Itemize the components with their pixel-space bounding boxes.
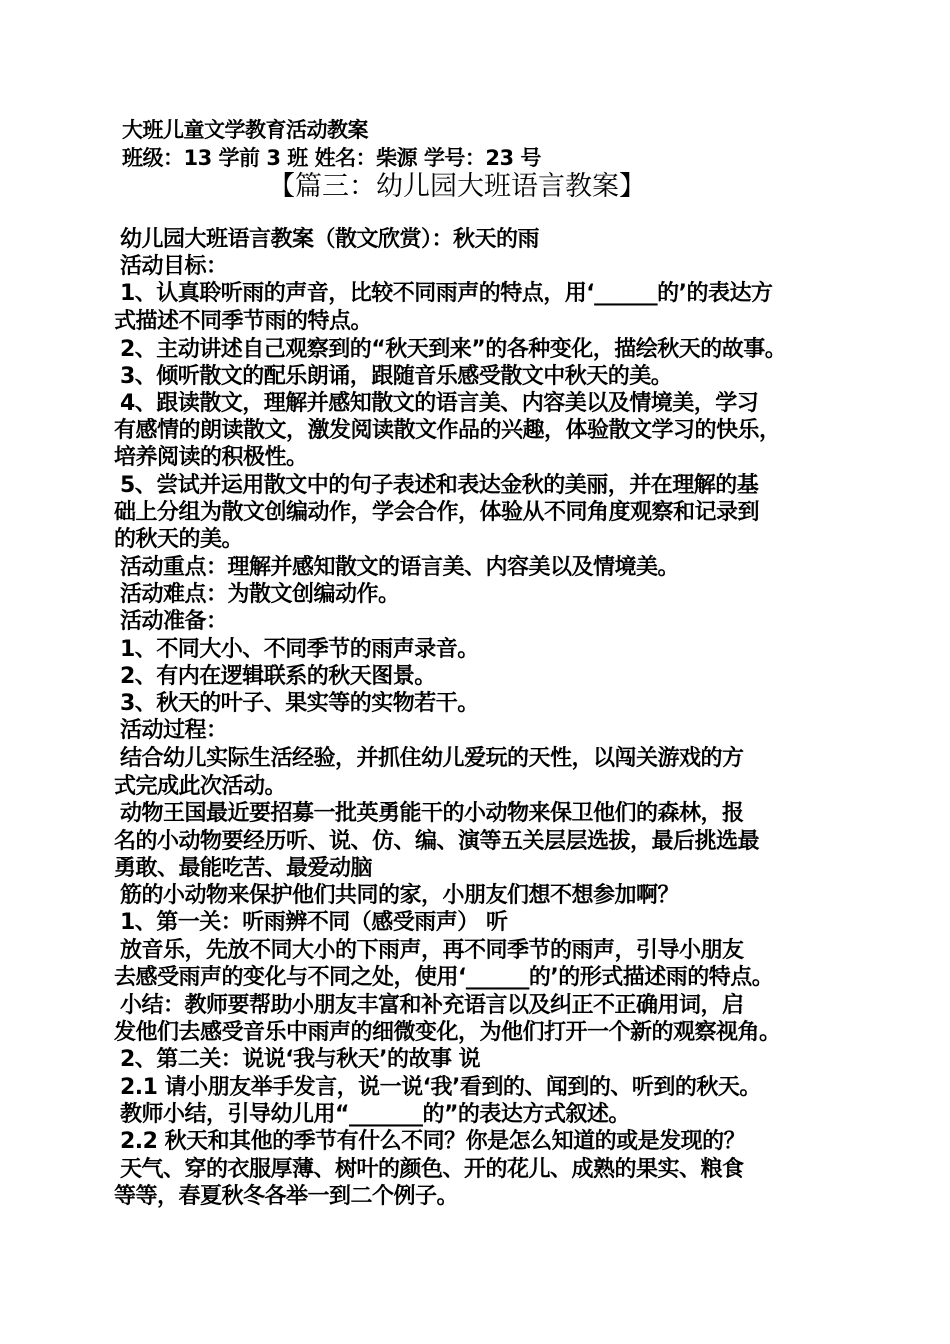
text-line: 发他们去感受音乐中雨声的细微变化，为他们打开一个新的观察视角。 [114, 1020, 781, 1045]
text-line: 幼儿园大班语言教案（散文欣赏）：秋天的雨 [120, 227, 540, 252]
text-line: 式完成此次活动。 [114, 774, 287, 799]
text-line: 结合幼儿实际生活经验，并抓住幼儿爱玩的天性，以闯关游戏的方 [120, 746, 744, 771]
text-line: 活动目标： [120, 254, 228, 279]
text-line: 活动过程： [120, 718, 228, 743]
text-line: 2.2 秋天和其他的季节有什么不同？你是怎么知道的或是发现的？ [120, 1129, 746, 1154]
text-line: 名的小动物要经历听、说、仿、编、演等五关层层选拔，最后挑选最 [114, 829, 760, 854]
text-line: 式描述不同季节雨的特点。 [114, 309, 373, 334]
document-title: 大班儿童文学教育活动教案 [122, 118, 368, 142]
text-line: 活动重点：理解并感知散文的语言美、内容美以及情境美。 [120, 555, 680, 580]
text-line: 勇敢、最能吃苦、最爱动脑 [114, 856, 373, 881]
text-line: 活动准备： [120, 609, 228, 634]
text-line: 放音乐，先放不同大小的下雨声，再不同季节的雨声，引导小朋友 [120, 938, 744, 963]
text-line: 去感受雨声的变化与不同之处，使用‘______的’的形式描述雨的特点。 [114, 965, 774, 990]
text-line: 培养阅读的积极性。 [114, 445, 308, 470]
text-line: 1、认真聆听雨的声音，比较不同雨声的特点，用‘______的’的表达方 [120, 281, 773, 306]
text-line: 有感情的朗读散文，激发阅读散文作品的兴趣，体验散文学习的快乐， [114, 418, 781, 443]
text-line: 2、有内在逻辑联系的秋天图景。 [120, 664, 436, 689]
text-line: 等等，春夏秋冬各举一到二个例子。 [114, 1184, 459, 1209]
text-line: 1、第一关：听雨辨不同（感受雨声） 听 [120, 910, 508, 935]
text-line: 3、秋天的叶子、果实等的实物若干。 [120, 691, 479, 716]
text-line: 1、不同大小、不同季节的雨声录音。 [120, 637, 479, 662]
text-line: 础上分组为散文创编动作，学会合作，体验从不同角度观察和记录到 [114, 500, 760, 525]
text-line: 2、主动讲述自己观察到的“秋天到来”的各种变化，描绘秋天的故事。 [120, 337, 787, 362]
text-line: 动物王国最近要招募一批英勇能干的小动物来保卫他们的森林，报 [120, 801, 744, 826]
text-line: 小结：教师要帮助小朋友丰富和补充语言以及纠正不正确用词，启 [120, 993, 744, 1018]
text-line: 4、跟读散文，理解并感知散文的语言美、内容美以及情境美，学习 [120, 391, 759, 416]
text-line: 3、倾听散文的配乐朗诵，跟随音乐感受散文中秋天的美。 [120, 364, 673, 389]
section-title: 【篇三：幼儿园大班语言教案】 [268, 171, 646, 202]
student-info: 班级：13 学前 3 班 姓名：柴源 学号：23 号 [122, 146, 541, 170]
text-line: 筋的小动物来保护他们共同的家，小朋友们想不想参加啊？ [120, 883, 680, 908]
text-line: 2、第二关：说说‘我与秋天’的故事 说 [120, 1047, 481, 1072]
text-line: 教师小结，引导幼儿用“_______的”的表达方式叙述。 [120, 1102, 630, 1127]
text-line: 天气、穿的衣服厚薄、树叶的颜色、开的花儿、成熟的果实、粮食 [120, 1157, 744, 1182]
text-line: 5、尝试并运用散文中的句子表述和表达金秋的美丽，并在理解的基 [120, 473, 759, 498]
text-line: 的秋天的美。 [114, 527, 244, 552]
text-line: 活动难点：为散文创编动作。 [120, 582, 400, 607]
text-line: 2.1 请小朋友举手发言，说一说‘我’看到的、闻到的、听到的秋天。 [120, 1075, 761, 1100]
